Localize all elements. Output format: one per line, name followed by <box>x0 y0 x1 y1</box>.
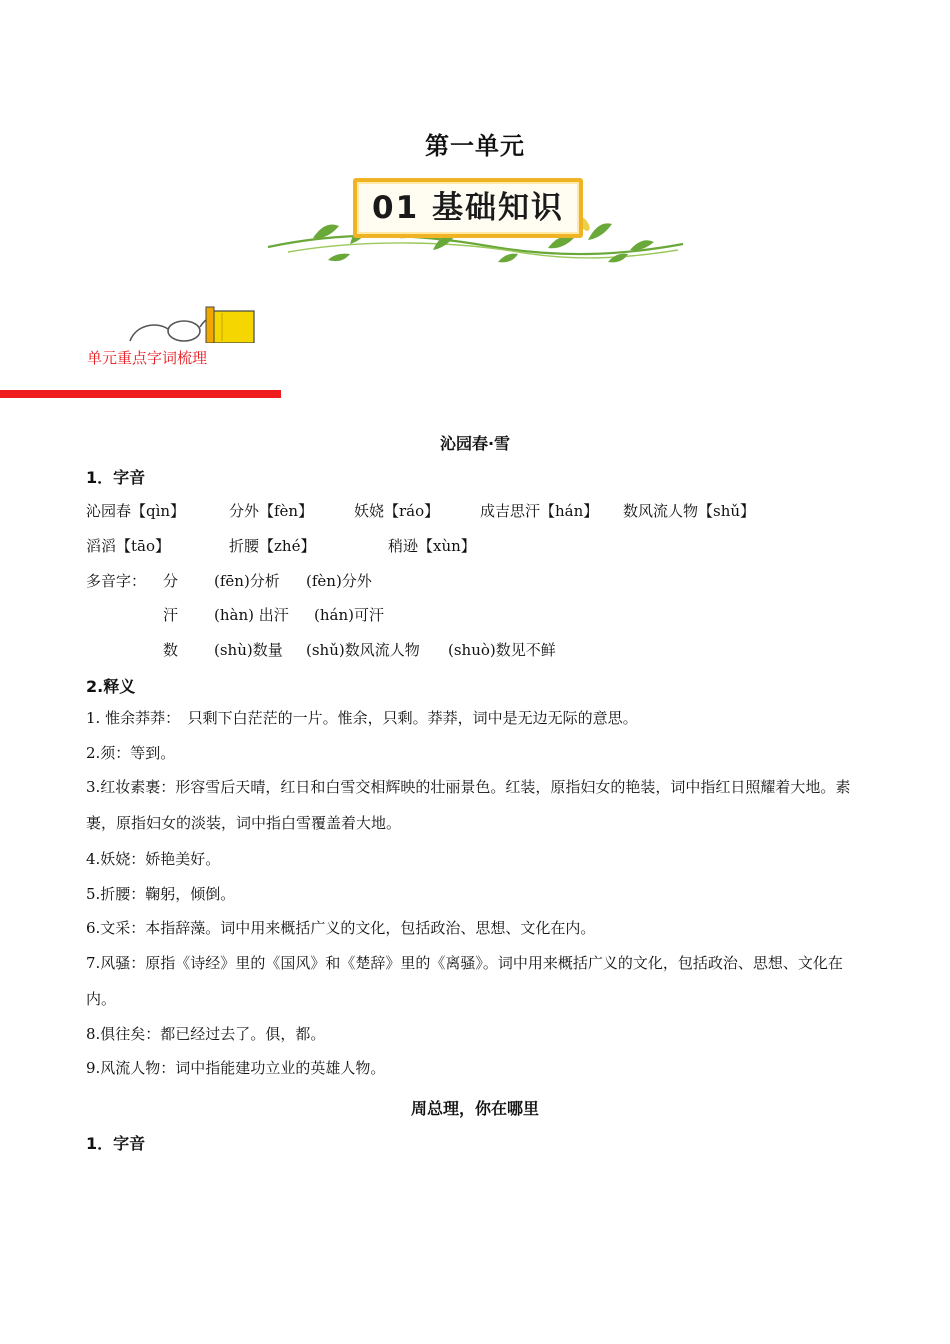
polyphone-label: 多音字： <box>86 572 147 590</box>
section-label: 单元重点字词梳理 <box>87 349 208 367</box>
pron-item: 分外【fèn】 <box>229 502 314 520</box>
polyphone-row <box>86 604 866 624</box>
definition-item: 2.须：等到。 <box>86 744 176 762</box>
definition-item: 1. 惟余莽莽： 只剩下白茫茫的一片。惟余，只剩。莽莽，词中是无边无际的意思。 <box>86 709 638 727</box>
banner-box <box>353 178 583 238</box>
polyphone-reading: (hán)可汗 <box>314 606 384 624</box>
pron-item: 成吉思汗【hán】 <box>480 502 599 520</box>
definition-item: 5.折腰：鞠躬，倾倒。 <box>86 885 236 903</box>
polyphone-char: 分 <box>163 572 179 590</box>
lesson1-title: 沁园春·雪 <box>439 434 511 453</box>
red-divider <box>0 390 281 398</box>
polyphone-char: 汗 <box>163 606 179 624</box>
lesson2-pron-heading: 1．字音 <box>86 1134 146 1153</box>
pron-item: 沁园春【qìn】 <box>86 502 186 520</box>
polyphone-reading: (shuò)数见不鲜 <box>448 641 556 659</box>
pron-row-2 <box>86 535 866 555</box>
polyphone-row <box>86 570 866 590</box>
polyphone-reading: (shù)数量 <box>214 641 283 659</box>
definition-item: 4.妖娆：娇艳美好。 <box>86 850 221 868</box>
polyphone-row <box>86 639 866 659</box>
pron-item: 稍逊【xùn】 <box>388 537 476 555</box>
pron-row-1 <box>86 500 866 520</box>
pron-item: 折腰【zhé】 <box>229 537 316 555</box>
definition-item: 8.俱往矣：都已经过去了。俱，都。 <box>86 1025 326 1043</box>
pron-item: 数风流人物【shǔ】 <box>623 502 756 520</box>
unit-title: 第一单元 <box>425 132 525 160</box>
definition-item: 9.风流人物：词中指能建功立业的英雄人物。 <box>86 1059 386 1077</box>
book-glasses-icon <box>126 303 261 343</box>
lesson1-pron-heading: 1．字音 <box>86 468 146 487</box>
section-banner <box>258 172 688 272</box>
polyphone-reading: (fēn)分析 <box>214 572 280 590</box>
banner-text: 01 基础知识 <box>372 190 564 226</box>
polyphone-reading: (fèn)分外 <box>306 572 372 590</box>
pron-item: 妖娆【ráo】 <box>354 502 440 520</box>
definition-item: 3.红妆素裹：形容雪后天晴，红日和白雪交相辉映的壮丽景色。红装，原指妇女的艳装，词中指红日照耀着大地。素裹，原指妇女的淡装，词中指白雪覆盖着大地。 <box>86 778 851 832</box>
polyphone-reading: (shǔ)数风流人物 <box>306 641 420 659</box>
polyphone-reading: (hàn) 出汗 <box>214 606 289 624</box>
lesson1-def-heading: 2.释义 <box>86 677 136 696</box>
definition-item: 6.文采：本指辞藻。词中用来概括广义的文化，包括政治、思想、文化在内。 <box>86 919 596 937</box>
pron-item: 滔滔【tāo】 <box>86 537 171 555</box>
definition-item: 7.风骚：原指《诗经》里的《国风》和《楚辞》里的《离骚》。词中用来概括广义的文化，包括政治、思想、文化在内。 <box>86 954 843 1008</box>
polyphone-char: 数 <box>163 641 179 659</box>
lesson2-title: 周总理，你在哪里 <box>410 1099 539 1118</box>
